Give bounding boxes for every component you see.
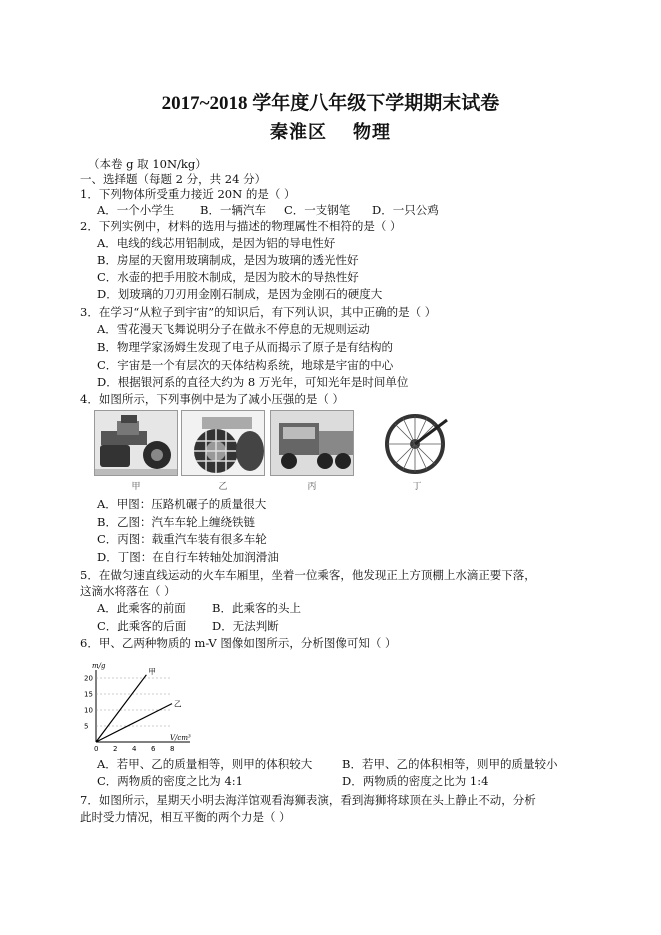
district-name: 秦淮区 [270,122,327,142]
q4-option-d: D．丁图：在自行车转轴处加润滑油 [97,550,279,564]
exam-subtitle [0,118,661,144]
q2-option-a: A．电线的线芯用铝制成，是因为铝的导电性好 [97,236,336,250]
q4-option-a: A．甲图：压路机碾子的质量很大 [97,497,267,511]
q7-stem-line1: 7．如图所示，星期天小明去海洋馆观看海狮表演，看到海狮将球顶在头上静止不动，分析 [80,793,536,807]
series-line-jia [96,675,146,742]
photo-heavy-truck [270,410,354,476]
photo-chained-tire [181,410,265,476]
q2-option-d: D．划玻璃的刀刃用金刚石制成，是因为金刚石的硬度大 [97,287,383,301]
caption-yi: 乙 [218,482,228,492]
q4-option-c: C．丙图：载重汽车装有很多车轮 [97,532,267,546]
q1-option-b: B．一辆汽车 [200,203,266,217]
y-tick-label: 10 [84,706,93,715]
q1-option-d: D．一只公鸡 [372,203,439,217]
section-heading: 一、选择题（每题 2 分，共 24 分） [80,172,267,186]
subject-name: 物理 [353,122,391,142]
caption-ding: 丁 [412,482,422,492]
q5-stem-line2: 这滴水将落在（ ） [80,584,176,598]
y-tick-label: 20 [84,674,93,683]
photo-bicycle-wheel [375,410,459,476]
q4-option-b: B．乙图：汽车车轮上缠绕铁链 [97,515,255,529]
series-label-jia: 甲 [148,666,156,676]
exam-title: 2017~2018 学年度八年级下学期期末试卷 [161,93,500,114]
q1-option-a: A．一个小学生 [97,203,175,217]
q6-option-d: D．两物质的密度之比为 1:4 [342,774,489,788]
x-tick-label: 6 [151,745,156,752]
y-tick-label: 15 [84,690,93,699]
q5-option-b: B．此乘客的头上 [212,601,301,615]
q6-option-b: B．若甲、乙的体积相等，则甲的质量较小 [342,757,558,771]
q7-stem-line2: 此时受力情况，相互平衡的两个力是（ ） [80,810,291,824]
series-label-yi: 乙 [174,699,182,709]
q6-option-a: A．若甲、乙的质量相等，则甲的体积较大 [97,757,313,771]
q4-stem: 4．如图所示，下列事例中是为了减小压强的是（ ） [80,392,344,406]
q3-stem: 3．在学习“从粒子到宇宙”的知识后，有下列认识，其中正确的是（ ） [80,305,437,319]
note-g: （本卷 g 取 10N/kg） [88,157,207,171]
photo-road-roller [94,410,178,476]
q6-option-c: C．两物质的密度之比为 4:1 [97,774,243,788]
mv-graph [74,660,204,752]
x-tick-label: 4 [132,745,137,752]
y-tick-label: 5 [84,722,89,731]
q2-option-b: B．房屋的天窗用玻璃制成，是因为玻璃的透光性好 [97,253,359,267]
q1-option-c: C．一支钢笔 [284,203,351,217]
q6-stem: 6．甲、乙两种物质的 m-V 图像如图所示，分析图像可知（ ） [80,636,397,650]
series-line-yi [96,704,172,742]
q3-option-a: A．雪花漫天飞舞说明分子在做永不停息的无规则运动 [97,322,370,336]
q5-option-a: A．此乘客的前面 [97,601,186,615]
q3-option-b: B．物理学家汤姆生发现了电子从而揭示了原子是有结构的 [97,340,393,354]
q5-option-d: D．无法判断 [212,619,279,633]
caption-bing: 丙 [307,482,317,492]
q2-stem: 2．下列实例中，材料的选用与描述的物理属性不相符的是（ ） [80,219,402,233]
caption-jia: 甲 [131,482,141,492]
q5-stem-line1: 5．在做匀速直线运动的火车车厢里，坐着一位乘客，他发现正上方顶棚上水滴正要下落， [80,568,536,582]
q3-option-d: D．根据银河系的直径大约为 8 万光年，可知光年是时间单位 [97,375,409,389]
q1-stem: 1．下列物体所受重力接近 20N 的是（ ） [80,187,296,201]
x-tick-label: 2 [113,745,118,752]
q2-option-c: C．水壶的把手用胶木制成，是因为胶木的导热性好 [97,270,359,284]
x-tick-label: 0 [94,745,99,752]
y-axis-label: m/g [92,662,106,670]
q5-option-c: C．此乘客的后面 [97,619,187,633]
x-axis-label: V/cm³ [170,734,191,742]
q3-option-c: C．宇宙是一个有层次的天体结构系统，地球是宇宙的中心 [97,358,394,372]
x-tick-label: 8 [170,745,175,752]
